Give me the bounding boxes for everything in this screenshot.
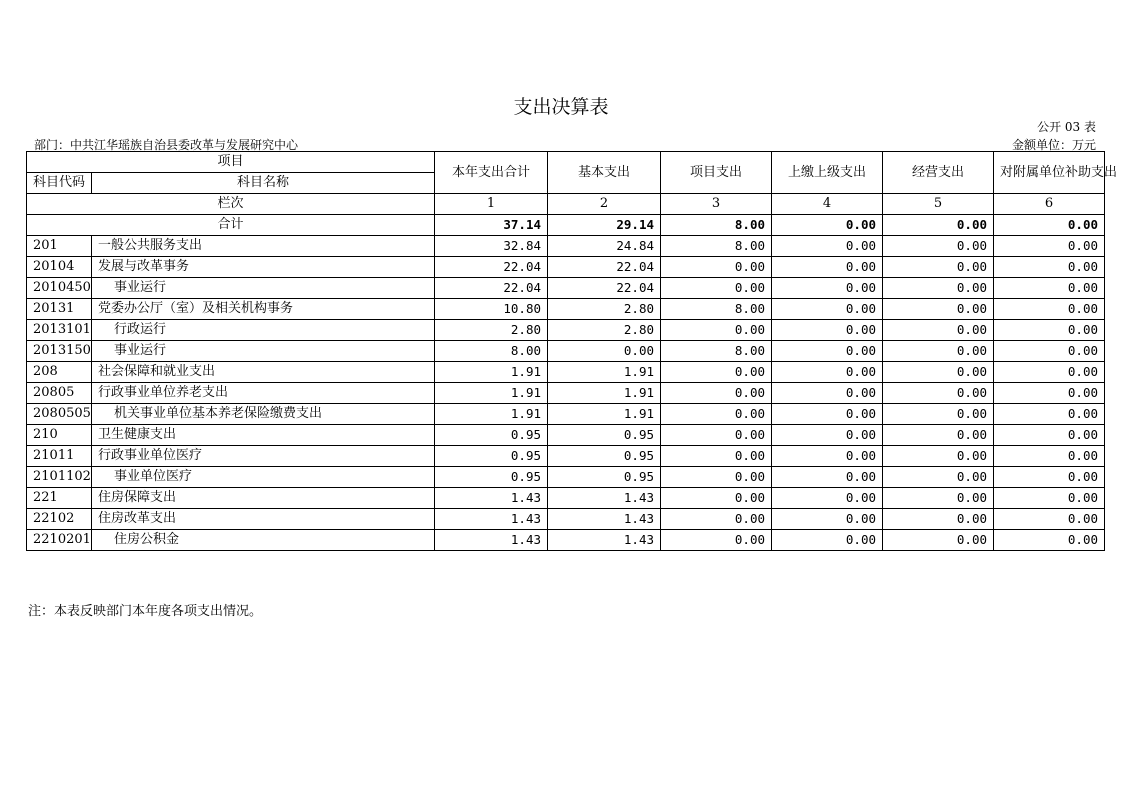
table-row (27, 341, 1105, 362)
table-row (27, 362, 1105, 383)
amount-cell: 1.43 (548, 509, 661, 530)
amount-cell: 0.00 (772, 320, 883, 341)
table-row (27, 257, 1105, 278)
table-row (27, 467, 1105, 488)
subject-code: 2010450 (27, 278, 92, 299)
table-row (27, 320, 1105, 341)
amount-cell: 0.00 (994, 341, 1105, 362)
amount-cell: 0.00 (772, 425, 883, 446)
amount-cell: 24.84 (548, 236, 661, 257)
amount-cell: 0.00 (883, 446, 994, 467)
amount-cell: 0.00 (994, 236, 1105, 257)
amount-cell: 1.91 (435, 362, 548, 383)
table-row (27, 446, 1105, 467)
column-index-5: 5 (883, 194, 994, 215)
form-number: 公开 03 表 (1037, 120, 1096, 134)
amount-cell: 1.91 (548, 362, 661, 383)
amount-cell: 0.95 (435, 446, 548, 467)
header-project: 项目支出 (661, 152, 772, 194)
subject-name: 行政事业单位医疗 (92, 446, 435, 467)
amount-cell: 2.80 (435, 320, 548, 341)
subject-code: 2080505 (27, 404, 92, 425)
amount-cell: 0.00 (883, 425, 994, 446)
amount-cell: 0.00 (994, 446, 1105, 467)
amount-cell: 1.43 (435, 530, 548, 551)
table-row (27, 299, 1105, 320)
subject-code: 2101102 (27, 467, 92, 488)
amount-cell: 0.00 (994, 383, 1105, 404)
header-item: 项目 (27, 152, 435, 173)
total-value: 8.00 (661, 215, 772, 236)
amount-cell: 2.80 (548, 320, 661, 341)
amount-cell: 22.04 (548, 257, 661, 278)
amount-cell: 22.04 (435, 257, 548, 278)
report-title: 支出决算表 (513, 96, 609, 118)
total-value: 0.00 (772, 215, 883, 236)
header-code: 科目代码 (27, 173, 92, 194)
amount-cell: 0.00 (661, 446, 772, 467)
amount-cell: 0.00 (883, 509, 994, 530)
amount-cell: 0.00 (661, 488, 772, 509)
column-index-2: 2 (548, 194, 661, 215)
table-row (27, 530, 1105, 551)
amount-cell: 1.91 (435, 383, 548, 404)
header-subsidy: 对附属单位补助支出 (994, 152, 1105, 194)
subject-name: 住房公积金 (92, 530, 435, 551)
amount-cell: 0.00 (994, 404, 1105, 425)
amount-cell: 0.00 (883, 362, 994, 383)
subject-code: 2013101 (27, 320, 92, 341)
expenditure-table (26, 151, 1118, 551)
amount-cell: 0.00 (883, 257, 994, 278)
amount-cell: 0.00 (994, 509, 1105, 530)
amount-cell: 0.00 (994, 299, 1105, 320)
column-index-row (27, 194, 1105, 215)
amount-cell: 0.00 (994, 278, 1105, 299)
amount-cell: 0.00 (883, 236, 994, 257)
amount-cell: 0.00 (883, 299, 994, 320)
amount-cell: 0.00 (661, 509, 772, 530)
amount-cell: 0.00 (994, 467, 1105, 488)
total-label: 合计 (27, 215, 435, 236)
table-row (27, 509, 1105, 530)
amount-cell: 0.00 (883, 530, 994, 551)
subject-code: 20104 (27, 257, 92, 278)
unit-label: 金额单位：万元 (1011, 138, 1096, 152)
subject-code: 20131 (27, 299, 92, 320)
footnote: 注：本表反映部门本年度各项支出情况。 (28, 604, 263, 619)
amount-cell: 0.00 (772, 530, 883, 551)
table-row (27, 383, 1105, 404)
amount-cell: 0.95 (548, 446, 661, 467)
amount-cell: 1.91 (435, 404, 548, 425)
amount-cell: 0.00 (994, 530, 1105, 551)
amount-cell: 0.00 (661, 404, 772, 425)
amount-cell: 8.00 (661, 341, 772, 362)
amount-cell: 0.00 (994, 362, 1105, 383)
subject-name: 事业运行 (92, 341, 435, 362)
amount-cell: 0.00 (994, 320, 1105, 341)
amount-cell: 0.00 (661, 425, 772, 446)
header-row-top (27, 152, 1105, 173)
department-label: 部门：中共江华瑶族自治县委改革与发展研究中心 (34, 138, 299, 152)
amount-cell: 22.04 (435, 278, 548, 299)
subject-code: 221 (27, 488, 92, 509)
amount-cell: 22.04 (548, 278, 661, 299)
total-value: 0.00 (883, 215, 994, 236)
amount-cell: 8.00 (661, 236, 772, 257)
amount-cell: 0.00 (661, 530, 772, 551)
amount-cell: 8.00 (435, 341, 548, 362)
column-index-label: 栏次 (27, 194, 435, 215)
amount-cell: 0.00 (772, 341, 883, 362)
subject-code: 201 (27, 236, 92, 257)
subject-name: 社会保障和就业支出 (92, 362, 435, 383)
subject-name: 卫生健康支出 (92, 425, 435, 446)
amount-cell: 0.00 (548, 341, 661, 362)
subject-code: 20805 (27, 383, 92, 404)
total-value: 37.14 (435, 215, 548, 236)
amount-cell: 0.95 (548, 425, 661, 446)
amount-cell: 0.00 (772, 278, 883, 299)
amount-cell: 8.00 (661, 299, 772, 320)
total-value: 0.00 (994, 215, 1105, 236)
amount-cell: 1.91 (548, 383, 661, 404)
header-basic: 基本支出 (548, 152, 661, 194)
subject-name: 住房改革支出 (92, 509, 435, 530)
amount-cell: 1.43 (435, 488, 548, 509)
amount-cell: 0.00 (661, 257, 772, 278)
amount-cell: 32.84 (435, 236, 548, 257)
subject-name: 事业运行 (92, 278, 435, 299)
amount-cell: 0.00 (772, 236, 883, 257)
header-name: 科目名称 (92, 173, 435, 194)
amount-cell: 0.00 (772, 257, 883, 278)
amount-cell: 0.00 (994, 425, 1105, 446)
subject-code: 210 (27, 425, 92, 446)
subject-code: 22102 (27, 509, 92, 530)
amount-cell: 0.00 (772, 446, 883, 467)
amount-cell: 1.43 (548, 530, 661, 551)
amount-cell: 1.43 (548, 488, 661, 509)
amount-cell: 0.95 (435, 467, 548, 488)
amount-cell: 1.43 (435, 509, 548, 530)
header-total: 本年支出合计 (435, 152, 548, 194)
column-index-3: 3 (661, 194, 772, 215)
amount-cell: 0.00 (772, 467, 883, 488)
amount-cell: 0.00 (883, 320, 994, 341)
subject-name: 一般公共服务支出 (92, 236, 435, 257)
amount-cell: 0.00 (772, 383, 883, 404)
amount-cell: 0.00 (883, 488, 994, 509)
subject-name: 事业单位医疗 (92, 467, 435, 488)
amount-cell: 0.00 (772, 404, 883, 425)
amount-cell: 0.00 (772, 509, 883, 530)
subject-name: 行政运行 (92, 320, 435, 341)
amount-cell: 0.00 (772, 362, 883, 383)
subject-code: 208 (27, 362, 92, 383)
amount-cell: 0.00 (661, 362, 772, 383)
subject-name: 党委办公厅（室）及相关机构事务 (92, 299, 435, 320)
header-remit: 上缴上级支出 (772, 152, 883, 194)
column-index-6: 6 (994, 194, 1105, 215)
subject-name: 住房保障支出 (92, 488, 435, 509)
amount-cell: 10.80 (435, 299, 548, 320)
table-row (27, 278, 1105, 299)
amount-cell: 0.95 (548, 467, 661, 488)
subject-code: 2210201 (27, 530, 92, 551)
amount-cell: 0.00 (661, 467, 772, 488)
column-index-1: 1 (435, 194, 548, 215)
table-row (27, 488, 1105, 509)
table-row (27, 425, 1105, 446)
table-row (27, 236, 1105, 257)
subject-name: 发展与改革事务 (92, 257, 435, 278)
subject-name: 机关事业单位基本养老保险缴费支出 (92, 404, 435, 425)
amount-cell: 0.00 (883, 467, 994, 488)
subject-code: 21011 (27, 446, 92, 467)
amount-cell: 2.80 (548, 299, 661, 320)
amount-cell: 0.00 (883, 383, 994, 404)
header-business: 经营支出 (883, 152, 994, 194)
amount-cell: 0.00 (994, 257, 1105, 278)
table-row (27, 404, 1105, 425)
amount-cell: 0.95 (435, 425, 548, 446)
amount-cell: 0.00 (772, 299, 883, 320)
amount-cell: 0.00 (661, 278, 772, 299)
amount-cell: 0.00 (994, 488, 1105, 509)
amount-cell: 1.91 (548, 404, 661, 425)
amount-cell: 0.00 (661, 383, 772, 404)
amount-cell: 0.00 (883, 404, 994, 425)
amount-cell: 0.00 (883, 278, 994, 299)
subject-name: 行政事业单位养老支出 (92, 383, 435, 404)
column-index-4: 4 (772, 194, 883, 215)
total-value: 29.14 (548, 215, 661, 236)
amount-cell: 0.00 (661, 320, 772, 341)
subject-code: 2013150 (27, 341, 92, 362)
amount-cell: 0.00 (883, 341, 994, 362)
amount-cell: 0.00 (772, 488, 883, 509)
total-row (27, 215, 1105, 236)
